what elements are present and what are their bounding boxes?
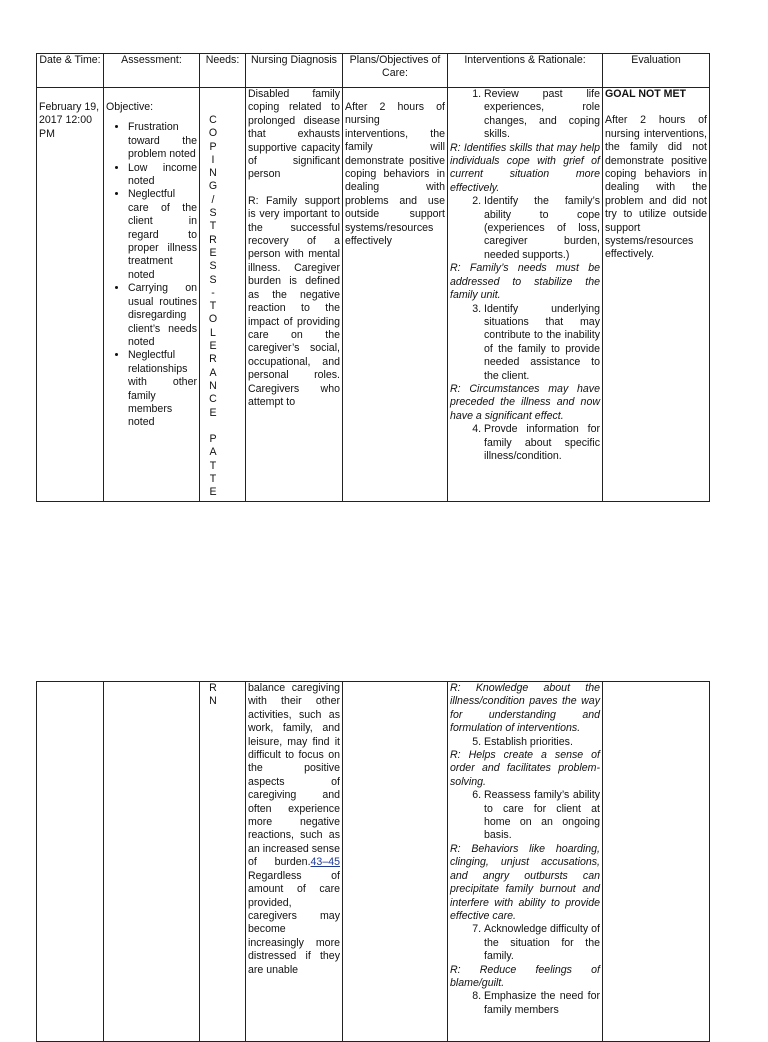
header-needs: Needs: <box>200 54 246 88</box>
assessment-heading: Objective: <box>106 101 154 113</box>
intervention-rationale: R: Reduce feelings of blame/guilt. <box>450 963 600 989</box>
date-cell <box>37 88 104 502</box>
evaluation-cell <box>603 88 710 502</box>
intervention-item: 1. Review past life experiences, role changes, and coping skills. <box>484 88 600 142</box>
diagnosis-statement: Disabled family coping related to prolonged disease that exhausts supportive capacity of significant person <box>248 88 340 181</box>
intervention-item: 8. Emphasize the need for family members <box>484 990 600 1017</box>
header-interventions: Interventions & Rationale: <box>448 54 603 88</box>
intervention-rationale: R: Knowledge about the illness/condition paves the way for understanding and formulation of interventions. <box>450 682 600 735</box>
date-time: February 19, 2017 12:00 PM <box>39 101 100 140</box>
assessment-item: • Neglectful relationships with other family members noted <box>128 349 197 429</box>
care-plan-table-page-2 <box>36 681 710 1042</box>
diagnosis-continued: balance caregiving with their other activities, such as work, family, and leisure, may find it difficult to focus on the positive aspects of caregiving and often experience more negative reactions, such as an increased sense of burden.43–45 Regardless of amount of care provided, caregivers may become increasingly more distressed if they are unable <box>248 682 340 976</box>
needs-cell <box>200 682 246 1042</box>
diagnosis-rationale: R: Family support is very important to the successful recovery of a person with mental illness. Caregiver burden is defined as the negative reaction to the impact of providing care on the caregiver’s social, occupational, and personal roles. Caregivers who attempt to <box>248 194 340 408</box>
plans-objective: After 2 hours of nursing interventions, the family will demonstrate positive coping behaviors in dealing with problems and use outside support systems/resources effectively <box>345 101 445 248</box>
assessment-cell <box>104 88 200 502</box>
intervention-item: 2. Identify the family’s ability to cope (experiences of loss, caregiver burden, needed supports.) <box>484 195 600 262</box>
care-plan-row-continued <box>37 682 710 1042</box>
assessment-item: • Low income noted <box>128 162 197 189</box>
care-plan-row <box>37 88 710 502</box>
header-row <box>37 54 710 88</box>
assessment-item: • Frustration toward the problem noted <box>128 121 197 161</box>
reference-link[interactable]: 43–45 <box>310 856 340 869</box>
intervention-list <box>450 88 600 142</box>
needs-vertical-text: C O P I N G / S T R E S S - T O L E R A N C E P A T T E <box>208 114 218 499</box>
date-cell <box>37 682 104 1042</box>
interventions-cell <box>448 682 603 1042</box>
intervention-item: 5. Establish priorities. <box>484 736 600 749</box>
nursing-diagnosis-cell <box>246 682 343 1042</box>
interventions-cell <box>448 88 603 502</box>
assessment-list <box>106 121 197 429</box>
needs-vertical-text: R N <box>209 682 217 708</box>
intervention-rationale: R: Helps create a sense of order and facilitates problem-solving. <box>450 749 600 788</box>
plans-cell <box>343 88 448 502</box>
header-plans: Plans/Objectives of Care: <box>343 54 448 88</box>
intervention-item: 6. Reassess family’s ability to care for client at home on an ongoing basis. <box>484 789 600 843</box>
evaluation-text: After 2 hours of nursing interventions, the family did not demonstrate positive coping behaviors in dealing with the problem and did not try to utilize outside support systems/resources effectively. <box>605 114 707 261</box>
care-plan-table-page-1 <box>36 53 710 502</box>
assessment-cell <box>104 682 200 1042</box>
intervention-rationale: R: Family’s needs must be addressed to stabilize the family unit. <box>450 262 600 302</box>
nursing-diagnosis-cell <box>246 88 343 502</box>
needs-cell <box>200 88 246 502</box>
plans-cell <box>343 682 448 1042</box>
header-date: Date & Time: <box>37 54 104 88</box>
intervention-rationale: R: Behaviors like hoarding, clinging, unjust accusations, and angry outbursts can precipitate family burnout and interfere with ability to provide effective care. <box>450 842 600 922</box>
goal-status: GOAL NOT MET <box>605 88 687 100</box>
assessment-item: • Carrying on usual routines disregarding client’s needs noted <box>128 282 197 349</box>
evaluation-cell <box>603 682 710 1042</box>
header-evaluation: Evaluation <box>603 54 710 88</box>
intervention-item: 4. Provde information for family about specific illness/condition. <box>484 423 600 463</box>
intervention-item: 3. Identify underlying situations that may contribute to the inability of the family to provide needed assistance to the client. <box>484 303 600 383</box>
intervention-item: 7. Acknowledge difficulty of the situation for the family. <box>484 923 600 963</box>
assessment-item: • Neglectful care of the client in regard to proper illness treatment noted <box>128 188 197 282</box>
intervention-rationale: R: Circumstances may have preceded the illness and now have a significant effect. <box>450 382 600 422</box>
header-nursing-diagnosis: Nursing Diagnosis <box>246 54 343 88</box>
intervention-rationale: R: Identifies skills that may help individuals cope with grief of current situation more effectively. <box>450 141 600 194</box>
header-assessment: Assessment: <box>104 54 200 88</box>
